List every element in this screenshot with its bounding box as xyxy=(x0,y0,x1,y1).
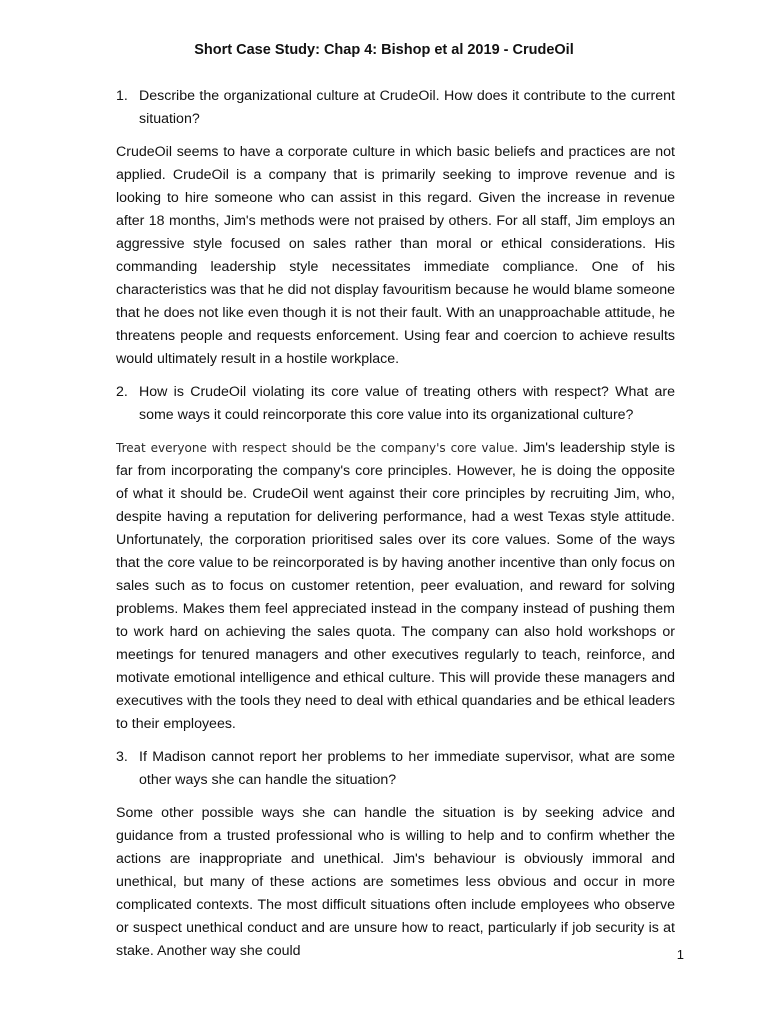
question-text: If Madison cannot report her problems to her immediate supervisor, what are some other ways she can handle the situation? xyxy=(139,749,675,788)
question-text: How is CrudeOil violating its core value of treating others with respect? What are some ways it could reincorporate this core value into its organizational culture? xyxy=(139,384,675,423)
question-number: 2. xyxy=(116,384,128,400)
question-number: 3. xyxy=(116,749,128,765)
document-title: Short Case Study: Chap 4: Bishop et al 2019 - CrudeOil xyxy=(194,42,574,58)
answer-2 xyxy=(116,437,675,736)
answer-text: Some other possible ways she can handle the situation is by seeking advice and guidance from a trusted professional who is willing to help and to confirm whether the actions are inappropriate and unethical. Jim's behaviour is obviously immoral and unethical, but many of these actions are sometimes less obvious and occur in more complicated contexts. The most difficult situations often include employees who observe or suspect unethical conduct and are unsure how to react, particularly if job security is at stake. Another way she could xyxy=(116,805,675,959)
answer-lead-text: Treat everyone with respect should be the company's core value. xyxy=(116,441,519,455)
question-2 xyxy=(116,381,675,427)
page-number: 1 xyxy=(676,947,684,962)
answer-3 xyxy=(116,802,675,963)
answer-text: Jim's leadership style is far from incorporating the company's core principles. However, he is doing the opposite of what it should be. CrudeOil went against their core principles by recruiting Jim, who, despite having a reputation for delivering performance, had a west Texas style attitude. Unfortunately, the corporation prioritised sales over its core values. Some of the ways that the core value to be reincorporated is by having another incentive than only focus on sales such as to focus on customer retention, peer evaluation, and reward for solving problems. Makes them feel appreciated instead in the company instead of pushing them to work hard on achieving the sales quota. The company can also hold workshops or meetings for tenured managers and other executives regularly to teach, reinforce, and motivate emotional intelligence and ethical culture. This will provide these managers and executives with the tools they need to deal with ethical quandaries and be ethical leaders to their employees. xyxy=(116,440,675,732)
answer-text: CrudeOil seems to have a corporate culture in which basic beliefs and practices are not applied. CrudeOil is a company that is primarily seeking to improve revenue and is looking to hire someone who can assist in this regard. Given the increase in revenue after 18 months, Jim's methods were not praised by others. For all staff, Jim employs an aggressive style focused on sales rather than moral or ethical considerations. His commanding leadership style necessitates immediate compliance. One of his characteristics was that he did not display favouritism because he would blame someone that he does not like even though it is not their fault. With an unapproachable attitude, he threatens people and requests enforcement. Using fear and coercion to achieve results would ultimately result in a hostile workplace. xyxy=(116,144,675,367)
question-number: 1. xyxy=(116,88,128,104)
answer-1 xyxy=(116,141,675,371)
question-3 xyxy=(116,746,675,792)
document-body xyxy=(116,85,675,973)
question-1 xyxy=(116,85,675,131)
question-text: Describe the organizational culture at CrudeOil. How does it contribute to the current situation? xyxy=(139,88,675,127)
